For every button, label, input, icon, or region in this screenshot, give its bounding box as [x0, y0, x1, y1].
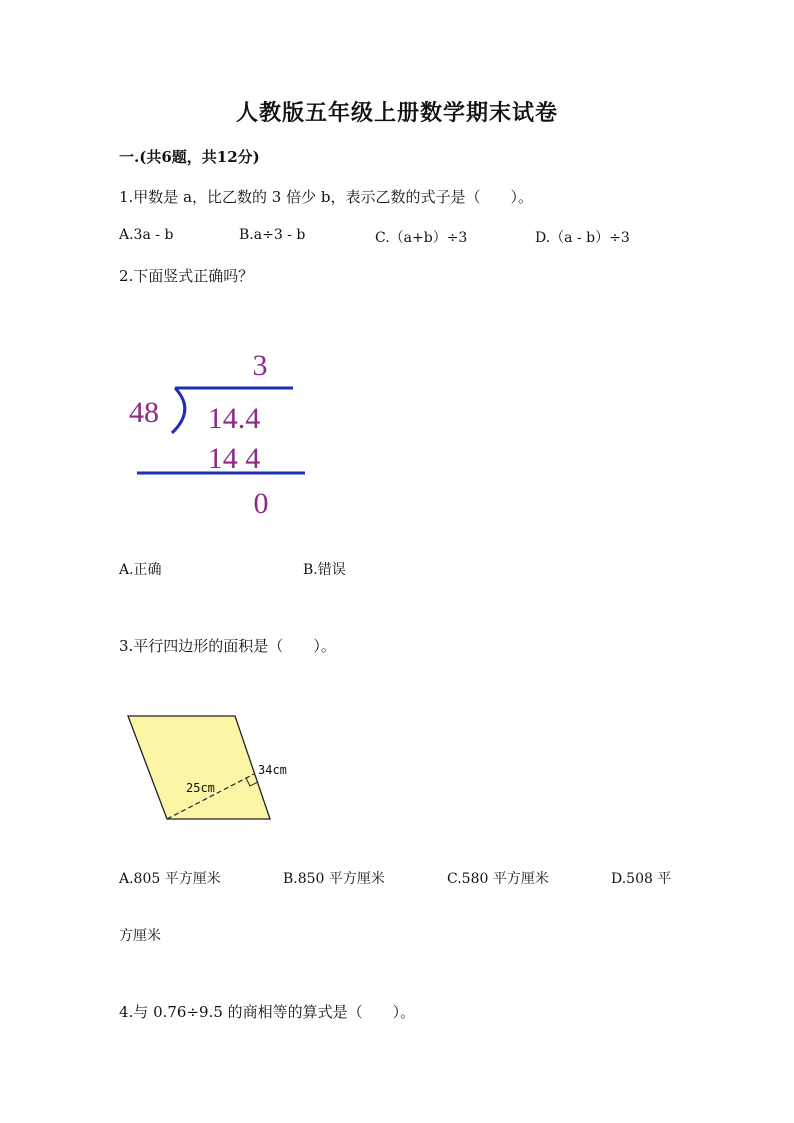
q2-option-b: B.错误 — [303, 562, 346, 578]
height-label: 34cm — [258, 763, 287, 777]
q1-option-c: C.（a+b）÷3 — [375, 230, 468, 246]
question-1-text: 1.甲数是 a，比乙数的 3 倍少 b，表示乙数的式子是（ ）。 — [119, 188, 533, 206]
division-product: 14 4 — [207, 442, 261, 475]
q1-option-a: A.3a - b — [119, 227, 174, 243]
q1-option-d: D.（a - b）÷3 — [535, 230, 630, 246]
division-remainder: 0 — [253, 487, 269, 520]
division-divisor: 48 — [129, 396, 159, 429]
question-2-text: 2.下面竖式正确吗？ — [119, 267, 254, 285]
q1-option-b: B.a÷3 - b — [239, 227, 306, 243]
long-division-figure — [110, 340, 320, 530]
question-3-text: 3.平行四边形的面积是（ ）。 — [119, 637, 336, 655]
q3-option-b: B.850 平方厘米 — [283, 871, 385, 887]
division-quotient: 3 — [252, 349, 268, 382]
q3-option-c: C.580 平方厘米 — [447, 871, 549, 887]
division-dividend: 14.4 — [207, 402, 261, 435]
page-title: 人教版五年级上册数学期末试卷 — [235, 100, 558, 126]
q3-option-d: D.508 平 — [611, 871, 672, 887]
parallelogram-shape — [128, 716, 270, 819]
base-label: 25cm — [186, 781, 215, 795]
question-4-text: 4.与 0.76÷9.5 的商相等的算式是（ ）。 — [119, 1003, 416, 1021]
section-heading: 一.(共6题，共12分) — [119, 148, 260, 166]
q2-option-a: A.正确 — [119, 562, 162, 578]
parallelogram-figure — [120, 708, 310, 828]
q3-option-a: A.805 平方厘米 — [119, 871, 221, 887]
division-bracket — [172, 388, 185, 433]
q3-option-d-continued: 方厘米 — [119, 928, 161, 944]
